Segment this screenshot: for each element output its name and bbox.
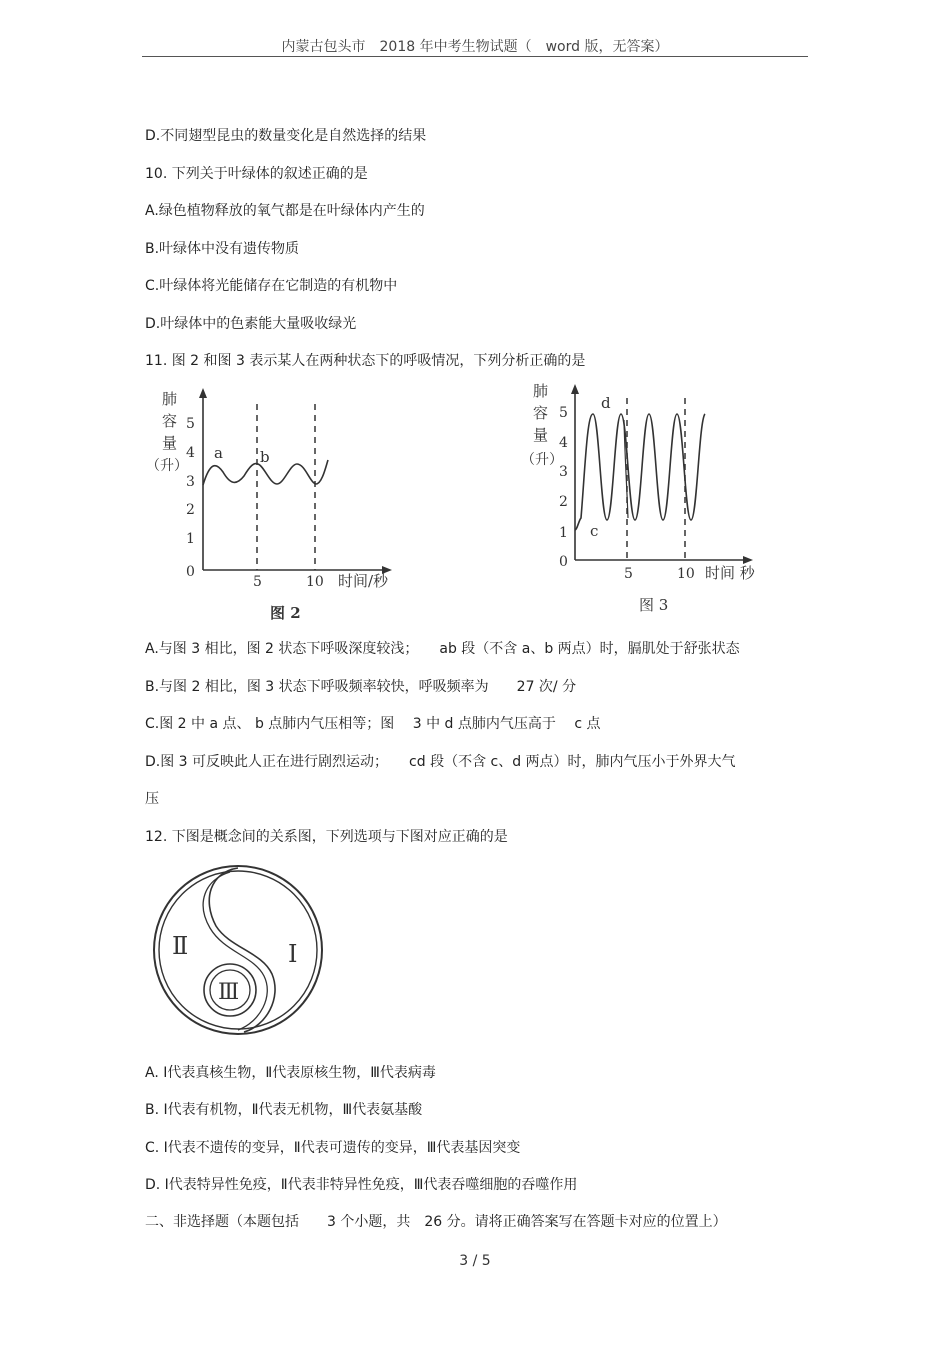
q11-option-c: C.图 2 中 a 点、 b 点肺内气压相等；图 3 中 d 点肺内气压高于 c 点 [145, 716, 601, 732]
figure-2 [140, 380, 430, 625]
region-II-label: Ⅱ [172, 932, 189, 960]
header-rule [142, 56, 808, 57]
q10-option-d: D.叶绿体中的色素能大量吸收绿光 [145, 316, 357, 332]
figure-3 [515, 380, 785, 615]
region-I-label: Ⅰ [288, 940, 298, 968]
q10-option-c: C.叶绿体将光能储存在它制造的有机物中 [145, 278, 398, 294]
fig2-ytick-4: 4 [186, 445, 195, 461]
fig3-xtick-5: 5 [624, 566, 633, 582]
q11-stem: 11. 图 2 和图 3 表示某人在两种状态下的呼吸情况，下列分析正确的是 [145, 353, 586, 369]
fig3-caption: 图 3 [639, 596, 669, 614]
fig3-ylabel-3: 量 [533, 426, 549, 444]
fig2-xtick-10: 10 [306, 574, 324, 590]
fig2-ytick-2: 2 [186, 502, 195, 518]
q12-option-d: D. Ⅰ代表特异性免疫，Ⅱ代表非特异性免疫，Ⅲ代表吞噬细胞的吞噬作用 [145, 1177, 578, 1193]
fig2-xtick-5: 5 [253, 574, 262, 590]
fig2-ytick-5: 5 [186, 416, 195, 432]
fig2-ytick-3: 3 [186, 474, 195, 490]
fig2-point-b: b [260, 448, 270, 466]
q10-stem: 10. 下列关于叶绿体的叙述正确的是 [145, 166, 368, 182]
q10-option-a: A.绿色植物释放的氧气都是在叶绿体内产生的 [145, 203, 425, 219]
fig3-ylabel-1: 肺 [533, 382, 549, 400]
fig2-ylabel-2: 容 [162, 412, 178, 430]
page-number: 3 / 5 [459, 1253, 491, 1269]
fig3-xlabel: 时间 秒 [705, 564, 755, 582]
fig2-ylabel-1: 肺 [162, 390, 178, 408]
q11-option-b: B.与图 2 相比，图 3 状态下呼吸频率较快，呼吸频率为 27 次/ 分 [145, 679, 577, 695]
fig3-xtick-10: 10 [677, 566, 695, 582]
q12-option-c: C. Ⅰ代表不遗传的变异，Ⅱ代表可遗传的变异，Ⅲ代表基因突变 [145, 1140, 521, 1156]
fig2-ytick-0: 0 [186, 564, 195, 580]
q11-option-d: D.图 3 可反映此人正在进行剧烈运动； cd 段（不含 c、d 两点）时，肺内气压小于外界大气 [145, 754, 736, 770]
q12-option-b: B. Ⅰ代表有机物，Ⅱ代表无机物，Ⅲ代表氨基酸 [145, 1102, 423, 1118]
q9-option-d: D.不同翅型昆虫的数量变化是自然选择的结果 [145, 128, 427, 144]
fig3-ylabel-2: 容 [533, 404, 549, 422]
fig3-ytick-3: 3 [559, 464, 568, 480]
page-header: 内蒙古包头市 2018 年中考生物试题（ word 版，无答案） [281, 39, 669, 55]
q12-option-a: A. Ⅰ代表真核生物，Ⅱ代表原核生物，Ⅲ代表病毒 [145, 1065, 436, 1081]
region-III-label: Ⅲ [218, 980, 240, 1005]
fig2-ylabel-4: （升） [146, 458, 188, 474]
q11-option-d-cont: 压 [145, 791, 159, 807]
fig2-ylabel-3: 量 [162, 434, 178, 452]
fig2-ytick-1: 1 [186, 531, 195, 547]
q11-option-a: A.与图 3 相比，图 2 状态下呼吸深度较浅； ab 段（不含 a、b 两点）时，膈肌处于舒张状态 [145, 641, 740, 657]
q12-stem: 12. 下图是概念间的关系图，下列选项与下图对应正确的是 [145, 829, 508, 845]
fig2-point-a: a [214, 444, 223, 462]
fig3-ytick-1: 1 [559, 525, 568, 541]
fig2-caption: 图 2 [270, 604, 301, 622]
fig3-ylabel-4: （升） [521, 452, 563, 468]
fig3-ytick-4: 4 [559, 435, 568, 451]
fig3-ytick-0: 0 [559, 554, 568, 570]
fig3-ytick-2: 2 [559, 494, 568, 510]
fig2-xlabel: 时间/秒 [338, 572, 389, 590]
concept-diagram [150, 862, 330, 1042]
q10-option-b: B.叶绿体中没有遗传物质 [145, 241, 300, 257]
section-2-heading: 二、非选择题（本题包括 3 个小题，共 26 分。请将正确答案写在答题卡对应的位置上） [145, 1214, 727, 1230]
fig3-point-c: c [590, 522, 599, 540]
fig3-ytick-5: 5 [559, 405, 568, 421]
fig3-point-d: d [601, 394, 611, 412]
